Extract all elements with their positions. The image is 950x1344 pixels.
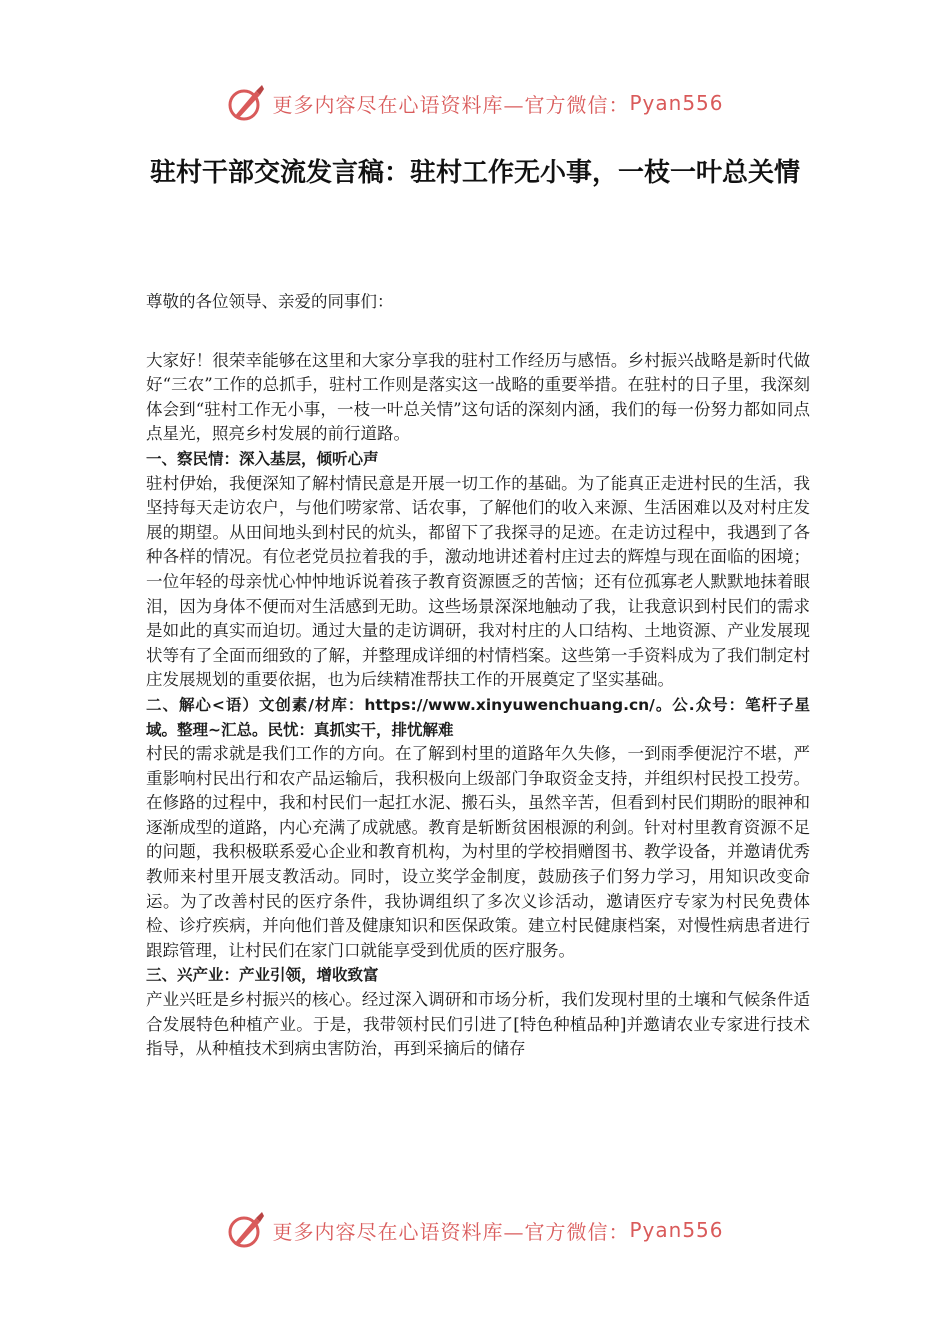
watermark-banner-top xyxy=(0,78,950,128)
document-title: 驻村干部交流发言稿：驻村工作无小事，一枝一叶总关情 xyxy=(149,158,800,188)
watermark-text: 更多内容尽在心语资料库—官方微信： xyxy=(272,1219,630,1244)
intro-paragraph: 大家好！很荣幸能够在这里和大家分享我的驻村工作经历与感悟。乡村振兴战略是新时代做好“三农”工作的总抓手，驻村工作则是落实这一战略的重要举措。在驻村的日子里，我深刻体会到“驻村工作无小事，一枝一叶总关情”这句话的深刻内涵，我们的每一份努力都如同点点星光，照亮乡村发展的前行道路。 xyxy=(146,350,810,444)
watermark-wechat-id: Pyan556 xyxy=(629,1218,724,1242)
section-1-paragraph: 驻村伊始，我便深知了解村情民意是开展一切工作的基础。为了能真正走进村民的生活，我坚持每天走访农户，与他们唠家常、话农事，了解他们的收入来源、生活困难以及对村庄发展的期望。从田间地头到村民的炕头，都留下了我探寻的足迹。在走访过程中，我遇到了各种各样的情况。有位老党员拉着我的手，激动地讲述着村庄过去的辉煌与现在面临的困境；一位年轻的母亲忧心忡忡地诉说着孩子教育资源匮乏的苦恼；还有位孤寡老人默默地抹着眼泪，因为身体不便而对生活感到无助。这些场景深深地触动了我，让我意识到村民们的需求是如此的真实而迫切。通过大量的走访调研，我对村庄的人口结构、土地资源、产业发展现状等有了全面而细致的了解，并整理成详细的村情档案。这些第一手资料成为了我们制定村庄发展规划的重要依据，也为后续精准帮扶工作的开展奠定了坚实基础。 xyxy=(146,473,810,690)
watermark-wechat-id: Pyan556 xyxy=(629,91,724,115)
document-body xyxy=(146,290,810,1062)
section-1-heading: 一、察民情：深入基层，倾听心声 xyxy=(146,449,379,468)
pen-circle-icon xyxy=(226,83,266,123)
greeting: 尊敬的各位领导、亲爱的同事们： xyxy=(146,292,394,311)
section-3-heading: 三、兴产业：产业引领，增收致富 xyxy=(146,966,379,985)
watermark-text: 更多内容尽在心语资料库—官方微信： xyxy=(272,92,630,117)
watermark-banner-bottom xyxy=(0,1205,950,1255)
section-2-paragraph: 村民的需求就是我们工作的方向。在了解到村里的道路年久失修，一到雨季便泥泞不堪，严重影响村民出行和农产品运输后，我积极向上级部门争取资金支持，并组织村民投工投劳。在修路的过程中，我和村民们一起扛水泥、搬石头，虽然辛苦，但看到村民们期盼的眼神和逐渐成型的道路，内心充满了成就感。教育是斩断贫困根源的利剑。针对村里教育资源不足的问题，我积极联系爱心企业和教育机构，为村里的学校捐赠图书、教学设备，并邀请优秀教师来村里开展支教活动。同时，设立奖学金制度，鼓励孩子们努力学习，用知识改变命运。为了改善村民的医疗条件，我协调组织了多次义诊活动，邀请医疗专家为村民免费体检、诊疗疾病，并向他们普及健康知识和医保政策。建立村民健康档案，对慢性病患者进行跟踪管理，让村民们在家门口就能享受到优质的医疗服务。 xyxy=(146,744,810,960)
pen-circle-icon xyxy=(226,1210,266,1250)
section-3-paragraph: 产业兴旺是乡村振兴的核心。经过深入调研和市场分析，我们发现村里的土壤和气候条件适合发展特色种植产业。于是，我带领村民们引进了[特色种植品种]并邀请农业专家进行技术指导，从种植技术到病虫害防治，再到采摘后的储存 xyxy=(146,990,810,1059)
section-2-heading: 二、解心<语）文创素/材库：https://www.xinyuwenchuang.cn/。公.众号：笔杆子星域。整理~汇总。民忧：真抓实干，排忧解难 xyxy=(146,695,810,739)
